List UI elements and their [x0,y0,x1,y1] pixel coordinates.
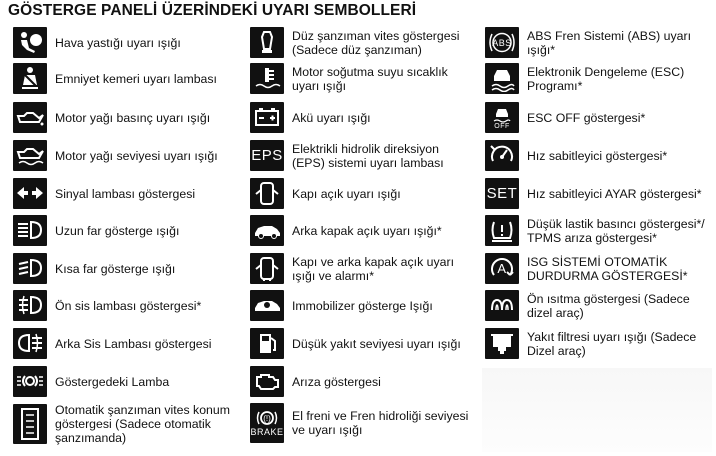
symbol-label: Arka kapak açık uyarı ışığı* [292,223,442,238]
abs-icon: ABS [485,27,519,58]
front-fog-icon [13,290,47,321]
tpms-icon [485,215,519,246]
symbol-row-abs [485,27,691,58]
symbol-row-tpms [485,215,705,246]
symbol-label: Motor yağı basınç uyarı ışığı [55,110,211,125]
svg-text:(!): (!) [263,414,271,423]
symbol-row-isg [485,253,688,284]
esc-off-icon: OFF [485,102,519,133]
symbol-row-seatbelt [13,63,217,94]
symbol-label: Yakıt filtresi uyarı ışığı (Sadece Dizel araç) [527,329,697,358]
rear-fog-icon [13,328,47,359]
symbol-row-battery [250,102,371,133]
symbol-row-door-open [250,178,401,209]
fuel-filter-icon [485,328,519,359]
symbol-label: Motor yağı seviyesi uyarı ışığı [55,148,218,163]
cruise-set-icon: SET [485,178,519,209]
symbol-row-cruise-control [485,140,667,171]
symbol-row-eps [250,140,444,171]
symbol-label: Akü uyarı ışığı [292,110,371,125]
symbol-row-fuel-filter [485,328,696,359]
symbol-label: Hız sabitleyici AYAR göstergesi* [527,186,702,201]
turn-signal-icon [13,178,47,209]
symbol-label: Ön sis lambası göstergesi* [55,298,202,313]
symbol-label: Düz şanzıman vites göstergesi (Sadece düz şanzıman) [292,28,460,57]
symbol-row-front-fog [13,290,201,321]
symbol-label: ESC OFF göstergesi* [527,110,646,125]
oil-level-icon [13,140,47,171]
check-engine-icon [250,366,284,397]
oil-pressure-icon [13,102,47,133]
symbol-label: Otomatik şanzıman vites konum göstergesi (Sadece otomatik şanzımanda) [55,403,230,445]
symbol-label: Kısa far gösterge ışığı [55,261,176,276]
symbol-row-brake [250,403,468,443]
symbol-label: Arıza göstergesi [292,374,381,389]
symbol-row-trunk-open [250,215,442,246]
eps-icon: EPS [250,140,284,171]
symbol-label: Arka Sis Lambası göstergesi [55,336,212,351]
door-trunk-alarm-icon [250,253,284,284]
airbag-icon [13,27,47,58]
isg-icon: A [485,253,519,284]
symbol-row-esc-off [485,102,645,133]
high-beam-icon [13,215,47,246]
symbol-label: Hava yastığı uyarı ışığı [55,35,181,50]
cruise-control-icon [485,140,519,171]
door-open-icon [250,178,284,209]
symbol-row-low-fuel [250,328,461,359]
symbol-label: Düşük yakıt seviyesi uyarı ışığı [292,336,461,351]
symbol-row-esc [485,63,684,94]
symbol-label: Kapı ve arka kapak açık uyarı ışığı ve alarmı* [292,254,454,283]
coolant-temp-icon [250,63,284,94]
trunk-open-icon [250,215,284,246]
low-fuel-icon [250,328,284,359]
symbol-row-high-beam [13,215,179,246]
symbol-label: Emniyet kemeri uyarı lambası [55,71,217,86]
symbol-label: ISG SİSTEMİ OTOMATİK DURDURMA GÖSTERGESİ* [527,254,688,283]
position-lamp-icon [13,366,47,397]
symbol-label: Ön ısıtma göstergesi (Sadece dizel araç) [527,291,690,320]
symbol-label: Immobilizer gösterge Işığı [292,298,433,313]
symbol-row-airbag [13,27,181,58]
symbol-row-turn-signal [13,178,195,209]
symbol-label: Uzun far gösterge ışığı [55,223,180,238]
symbol-row-glow-plug [485,290,690,321]
glow-plug-icon [485,290,519,321]
automatic-gear-icon [13,404,47,444]
battery-icon [250,102,284,133]
manual-gear-icon [250,27,284,58]
symbol-label: El freni ve Fren hidroliği seviyesi ve uyarı ışığı [292,409,469,437]
immobilizer-icon [250,290,284,321]
symbol-label: Elektronik Dengeleme (ESC) Programı* [527,64,685,93]
symbol-label: Hız sabitleyici göstergesi* [527,148,668,163]
symbol-label: Sinyal lambası göstergesi [55,186,196,201]
page-title: GÖSTERGE PANELİ ÜZERİNDEKİ UYARI SEMBOLLERİ [8,2,417,19]
empty-area [482,368,712,452]
symbol-row-oil-pressure [13,102,210,133]
symbol-row-position-lamp [13,366,169,397]
symbol-row-low-beam [13,253,175,284]
esc-icon [485,63,519,94]
low-beam-icon [13,253,47,284]
symbol-label: Kapı açık uyarı ışığı [292,186,401,201]
brake-icon: (!) BRAKE [250,403,284,443]
symbol-row-rear-fog [13,328,212,359]
symbol-row-oil-level [13,140,218,171]
symbol-row-coolant-temp [250,63,448,94]
symbol-row-cruise-set [485,178,702,209]
symbol-label: Düşük lastik basıncı göstergesi*/ TPMS arıza göstergesi* [527,216,705,245]
symbol-label: Elektrikli hidrolik direksiyon (EPS) sistemi uyarı lambası [292,141,444,170]
symbol-label: Göstergedeki Lamba [55,374,170,389]
symbol-row-manual-gear [250,27,459,58]
symbol-row-door-trunk-alarm [250,253,454,284]
seatbelt-icon [13,63,47,94]
symbol-label: ABS Fren Sistemi (ABS) uyarı ışığı* [527,28,692,57]
symbol-row-check-engine [250,366,381,397]
symbol-row-automatic-gear [13,403,230,445]
symbol-label: Motor soğutma suyu sıcaklık uyarı ışığı [292,64,448,93]
symbol-row-immobilizer [250,290,433,321]
